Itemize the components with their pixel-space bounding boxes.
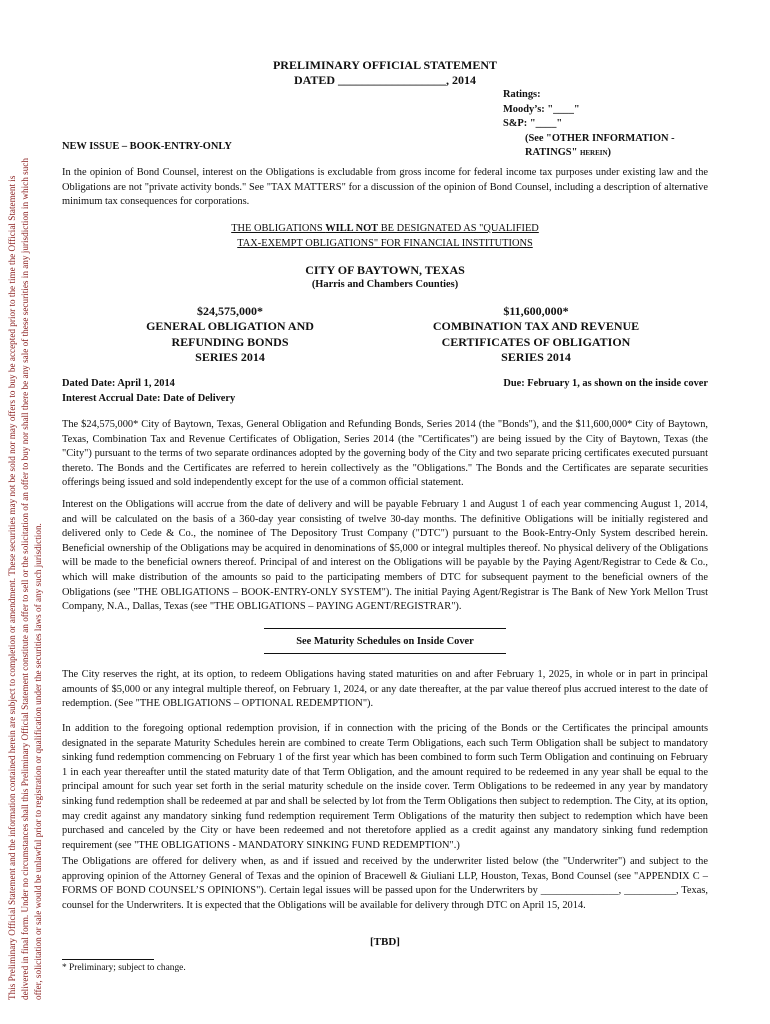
bonds-line2: REFUNDING BONDS bbox=[171, 334, 289, 349]
certificates-line1: COMBINATION TAX AND REVENUE bbox=[432, 319, 640, 334]
ratings-see-line1: (See "OTHER INFORMATION - bbox=[525, 132, 675, 144]
legend-line-2: delivered in final form. Under no circumstances shall this Preliminary Official Statement constitute an offer to sell or the solicitation of an offer to buy nor shall there be any sale of these securities in any jurisdiction in which such bbox=[20, 158, 31, 1000]
certificates-line2: CERTIFICATES OF OBLIGATION bbox=[441, 334, 631, 349]
dates-block bbox=[62, 377, 235, 406]
tax-opinion-paragraph: In the opinion of Bond Counsel, interest on the Obligations is excludable from gross income for federal income tax purposes under existing law and the Obligations are not "private activity bonds." See "TAX MATTERS" for a discussion of the opinion of Bond Counsel, including a description of alternative minimum tax consequences for corporations. bbox=[62, 167, 708, 208]
mandatory-redemption-paragraph: In addition to the foregoing optional redemption provision, if in connection with the pricing of the Bonds or the Certificates the principal amounts designated in the separate Maturity Schedules herein are combined to create Term Obligations, each such Term Obligation shall be subject to mandatory sinking fund redemption commencing on February 1 of the first year which has been combined to form such Term Obligation and continuing on February 1 in each year thereafter until the stated maturity date of that Term Obligation, and the amount required to be redeemed in any year shall be equal to the principal amount for such year set forth in the serial maturity schedule on the inside cover. Term Obligations to be redeemed in any year by mandatory sinking fund redemption shall be redeemed at par and shall be selected by lot from the Term Obligations then subject to redemption. The City, at its option, may credit against any mandatory sinking fund redemption requirement Term Obligations of the maturity then subject to redemption which have been purchased and canceled by the City or have been redeemed and not theretofore applied as a credit against any mandatory sinking fund redemption requirement (see "THE OBLIGATIONS - MANDATORY SINKING FUND REDEMPTION".) bbox=[62, 723, 708, 851]
certificates-amount: $11,600,000* bbox=[503, 304, 569, 318]
ratings-see-line2: RATINGS" herein) bbox=[525, 147, 612, 159]
maturity-schedules-notice: See Maturity Schedules on Inside Cover bbox=[264, 628, 506, 654]
bonds-line3: SERIES 2014 bbox=[195, 350, 265, 365]
preliminary-legend bbox=[6, 10, 46, 1000]
certificates-series-block bbox=[406, 304, 666, 366]
legend-line-3: offer, solicitation or sale would be unlawful prior to registration or qualification under the securities laws of any such jurisdiction. bbox=[33, 523, 44, 1000]
underwriter-tbd: [TBD] bbox=[370, 936, 400, 948]
qualified-notice bbox=[200, 222, 570, 251]
document-title: PRELIMINARY OFFICIAL STATEMENT bbox=[272, 58, 498, 72]
interest-accrual-date: Interest Accrual Date: Date of Delivery bbox=[62, 392, 236, 404]
issuer-counties: (Harris and Chambers Counties) bbox=[311, 279, 459, 290]
new-issue-label: NEW ISSUE – BOOK-ENTRY-ONLY bbox=[62, 141, 232, 152]
optional-redemption-paragraph: The City reserves the right, at its option, to redeem Obligations having stated maturities on and after February 1, 2025, in whole or in part in principal amounts of $5,000 or any integral multiple thereof, on February 1, 2024, or any date thereafter, at the par value thereof plus accrued interest to the date of redemption. (See "THE OBLIGATIONS – OPTIONAL REDEMPTION"). bbox=[62, 669, 708, 710]
dated-date: Dated Date: April 1, 2014 bbox=[62, 378, 175, 389]
legend-line-1: This Preliminary Official Statement and the information contained herein are subject to completion or amendment. These securities may not be sold nor may offers to buy be accepted prior to the time the Official Statement is bbox=[7, 175, 17, 1000]
ratings-label: Ratings: bbox=[503, 89, 541, 100]
due-date: Due: February 1, as shown on the inside cover bbox=[503, 378, 708, 389]
bonds-amount: $24,575,000* bbox=[197, 304, 263, 318]
issuer-name: CITY OF BAYTOWN, TEXAS bbox=[305, 263, 465, 277]
preliminary-footnote: * Preliminary; subject to change. bbox=[62, 963, 186, 973]
ratings-sp: S&P: "____" bbox=[503, 118, 563, 130]
qualified-line2: TAX-EXEMPT OBLIGATIONS" FOR FINANCIAL INSTITUTIONS bbox=[237, 237, 533, 249]
document-dated: DATED __________________, 2014 bbox=[293, 73, 477, 87]
ratings-moodys: Moody’s: "____" bbox=[503, 103, 580, 115]
footnote-rule bbox=[62, 959, 154, 960]
qualified-line1-pre: THE OBLIGATIONS bbox=[231, 223, 326, 234]
bonds-series-block bbox=[120, 304, 340, 366]
delivery-paragraph: The Obligations are offered for delivery when, as and if issued and received by the underwriter listed below (the "Underwriter") and subject to the approving opinion of the Attorney General of Texas and the opinion of Bracewell & Giuliani LLP, Houston, Texas, Bond Counsel (see "APPENDIX C – FORMS OF BOND COUNSEL’S OPINIONS"). Certain legal issues will be passed upon for the Underwriters by _______________, __________, Texas, counsel for the Underwriters. It is expected that the Obligations will be available for delivery through DTC on April 15, 2014. bbox=[62, 856, 708, 911]
certificates-line3: SERIES 2014 bbox=[501, 350, 571, 365]
issuance-paragraph: The $24,575,000* City of Baytown, Texas, General Obligation and Refunding Bonds, Series 2014 (the "Bonds"), and the $11,600,000* City of Baytown, Texas, Combination Tax and Revenue Certificates of Obligation, Series 2014 (the "Certificates") are being issued by the City of Baytown, Texas (the "City") pursuant to the terms of two separate ordinances adopted by the governing body of the City and two separate pricing certificates executed pursuant thereto. The Bonds and the Certificates are referred to herein collectively as the "Obligations." The Bonds and the Certificates are separate securities offerings being issued and sold independently except for the use of a common official statement. bbox=[62, 419, 708, 489]
interest-paragraph: Interest on the Obligations will accrue from the date of delivery and will be payable February 1 and August 1 of each year commencing August 1, 2014, and will be calculated on the basis of a 360-day year consisting of twelve 30-day months. The definitive Obligations will be initially registered and delivered only to Cede & Co., the nominee of The Depository Trust Company ("DTC") pursuant to the Book-Entry-Only System described herein. Beneficial ownership of the Obligations may be acquired in denominations of $5,000 or integral multiples thereof. No physical delivery of the Obligations will be made to the beneficial owners thereof. Principal of and interest on the Obligations will be payable by the Paying Agent/Registrar to Cede & Co., which will make distribution of the amounts so paid to the participating members of DTC for subsequent payment to the beneficial owners of the Obligations (see "THE OBLIGATIONS – BOOK-ENTRY-ONLY SYSTEM"). The initial Paying Agent/Registrar is The Bank of New York Mellon Trust Company, N.A., Dallas, Texas (see "THE OBLIGATIONS – PAYING AGENT/REGISTRAR"). bbox=[62, 499, 708, 613]
ratings-block bbox=[503, 88, 675, 161]
qualified-line1-bold: WILL NOT bbox=[325, 223, 379, 234]
qualified-line1-post: BE DESIGNATED AS "QUALIFIED bbox=[378, 223, 539, 234]
bonds-line1: GENERAL OBLIGATION AND bbox=[146, 319, 314, 334]
